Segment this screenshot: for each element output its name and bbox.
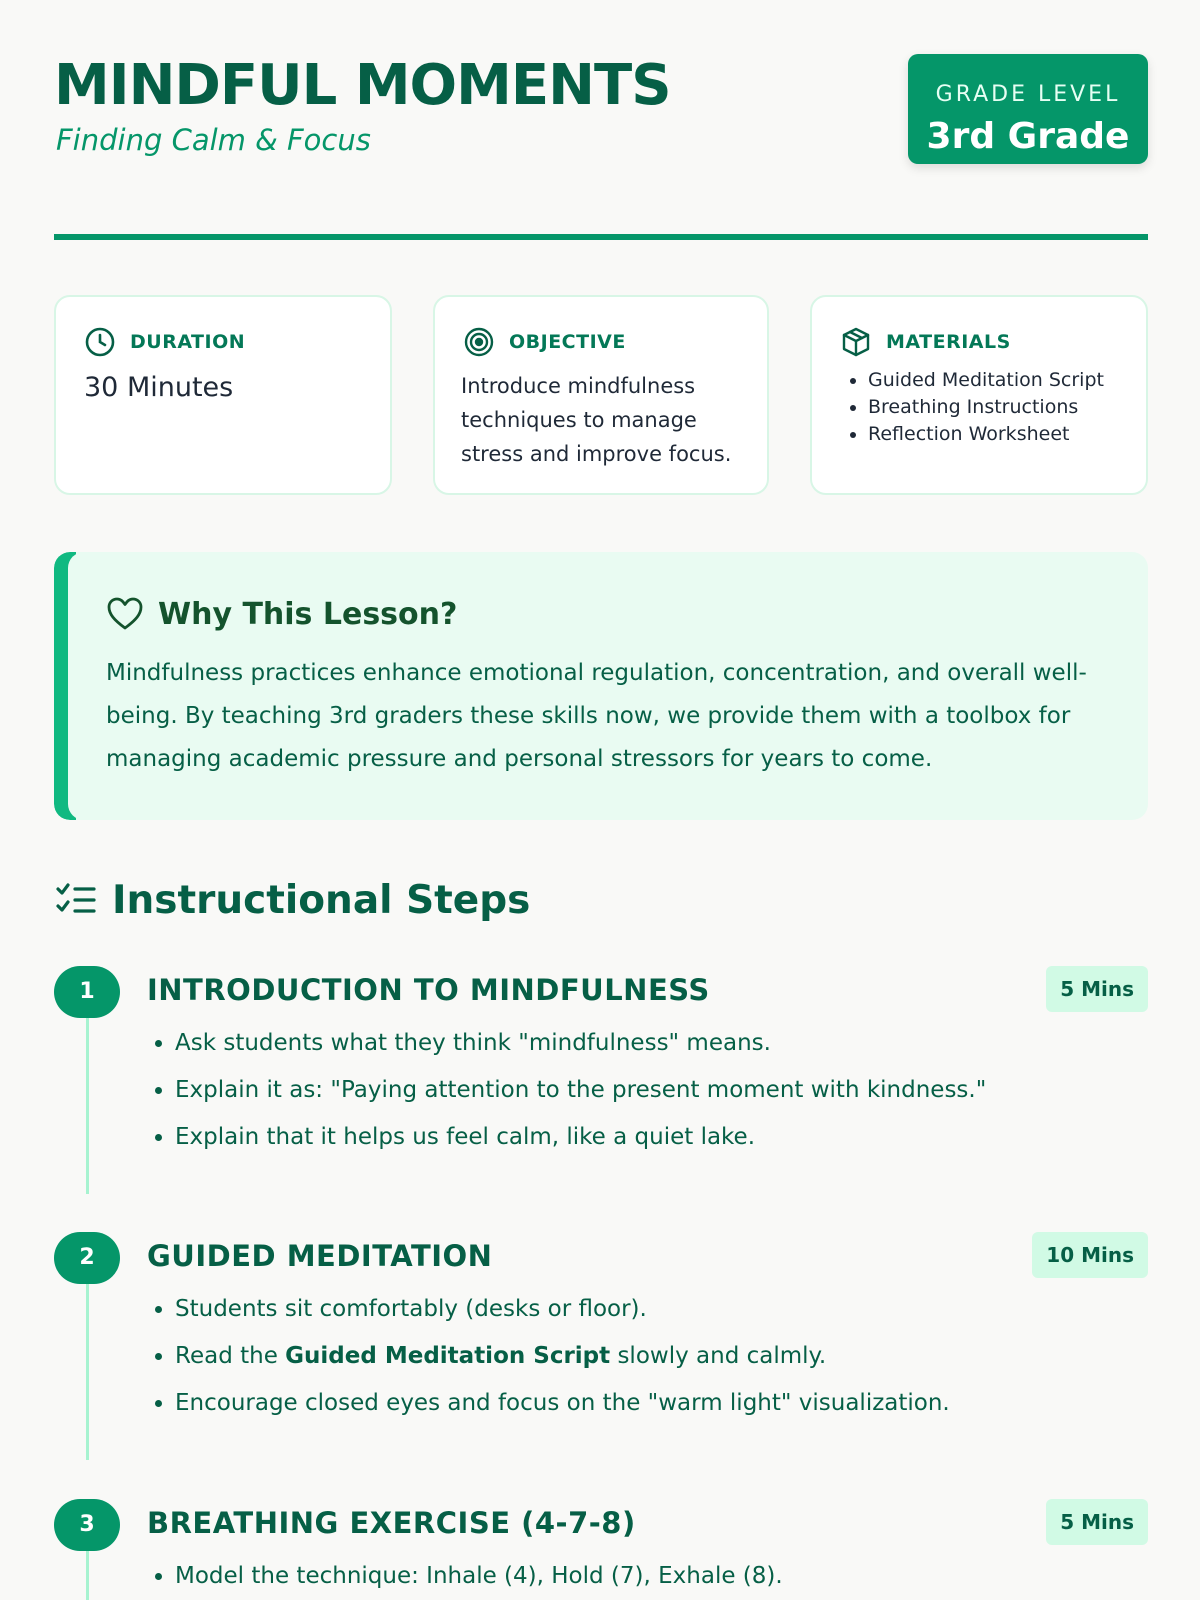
why-this-lesson-callout: [54, 552, 1148, 820]
grade-level-badge: [908, 54, 1148, 164]
duration-value: 30 Minutes: [84, 372, 234, 403]
target-icon: [463, 326, 495, 358]
step-bullet: • Encourage closed eyes and focus on the "warm light" visualization.: [175, 1380, 1148, 1427]
step-bullet: • Explain it as: "Paying attention to the present moment with kindness.": [175, 1067, 1148, 1114]
step-timeline-line: [86, 1284, 89, 1460]
step-bullet-text: Read the: [175, 1343, 286, 1369]
step-bullet-list: [147, 1286, 1148, 1427]
step-duration-badge: 10 Mins: [1032, 1232, 1148, 1278]
step-bullet: • Explain that it helps us feel calm, like a quiet lake.: [175, 1114, 1148, 1161]
duration-card-header: [84, 325, 245, 359]
materials-card: [810, 295, 1148, 495]
header-divider: [54, 234, 1148, 240]
step-3: [54, 1499, 1148, 1600]
box-icon: [840, 326, 872, 358]
materials-item: • Breathing Instructions: [868, 394, 1126, 421]
duration-label: DURATION: [130, 331, 246, 353]
materials-list: [840, 367, 1126, 448]
checklist-icon: [54, 878, 98, 922]
clock-icon: [84, 326, 116, 358]
step-number-badge: 2: [54, 1232, 120, 1284]
steps-title: Instructional Steps: [112, 877, 531, 923]
step-title: GUIDED MEDITATION: [147, 1239, 493, 1273]
instructional-steps-heading: [54, 872, 530, 928]
step-bullet: [175, 1333, 1148, 1380]
materials-item: • Reflection Worksheet: [868, 421, 1126, 448]
duration-card: [54, 295, 392, 495]
step-bullet: • Model the technique: Inhale (4), Hold (7), Exhale (8).: [175, 1553, 1148, 1600]
step-timeline-line: [86, 1018, 89, 1194]
step-2: [54, 1232, 1148, 1462]
step-bullet: • Ask students what they think "mindfulness" means.: [175, 1020, 1148, 1067]
step-bullet-list: [147, 1020, 1148, 1161]
step-duration-badge: 5 Mins: [1046, 966, 1148, 1012]
step-number-badge: 3: [54, 1499, 120, 1551]
step-timeline-line: [86, 1551, 89, 1600]
step-1: [54, 966, 1148, 1196]
grade-level-value: 3rd Grade: [926, 116, 1130, 157]
materials-label: MATERIALS: [886, 331, 1011, 353]
objective-card-header: [463, 325, 626, 359]
objective-card: [433, 295, 769, 495]
heart-icon: [106, 595, 144, 633]
step-bullet: • Students sit comfortably (desks or floor).: [175, 1286, 1148, 1333]
step-bullet-bold-text: Guided Meditation Script: [285, 1343, 611, 1369]
why-header: [106, 592, 457, 636]
step-duration-badge: 5 Mins: [1046, 1499, 1148, 1545]
step-bullet-list: [147, 1553, 1148, 1600]
step-title: INTRODUCTION TO MINDFULNESS: [147, 973, 710, 1007]
materials-item: • Guided Meditation Script: [868, 367, 1126, 394]
step-bullet-text: slowly and calmly.: [610, 1343, 827, 1369]
why-text: Mindfulness practices enhance emotional regulation, concentration, and overall well-being. By teaching 3rd graders these skills now, we provide them with a toolbox for managing academic pressure and personal stressors for years to come.: [106, 660, 1087, 772]
objective-label: OBJECTIVE: [509, 331, 626, 353]
grade-level-label: GRADE LEVEL: [935, 82, 1121, 107]
materials-card-header: [840, 325, 1011, 359]
objective-text: Introduce mindfulness techniques to manage stress and improve focus.: [461, 374, 732, 466]
lesson-header: [54, 48, 1148, 198]
step-title: BREATHING EXERCISE (4-7-8): [147, 1506, 636, 1540]
page-title: MINDFUL MOMENTS: [54, 53, 671, 118]
page-subtitle: Finding Calm & Focus: [56, 123, 371, 157]
step-number-badge: 1: [54, 966, 120, 1018]
why-title: Why This Lesson?: [158, 596, 458, 632]
